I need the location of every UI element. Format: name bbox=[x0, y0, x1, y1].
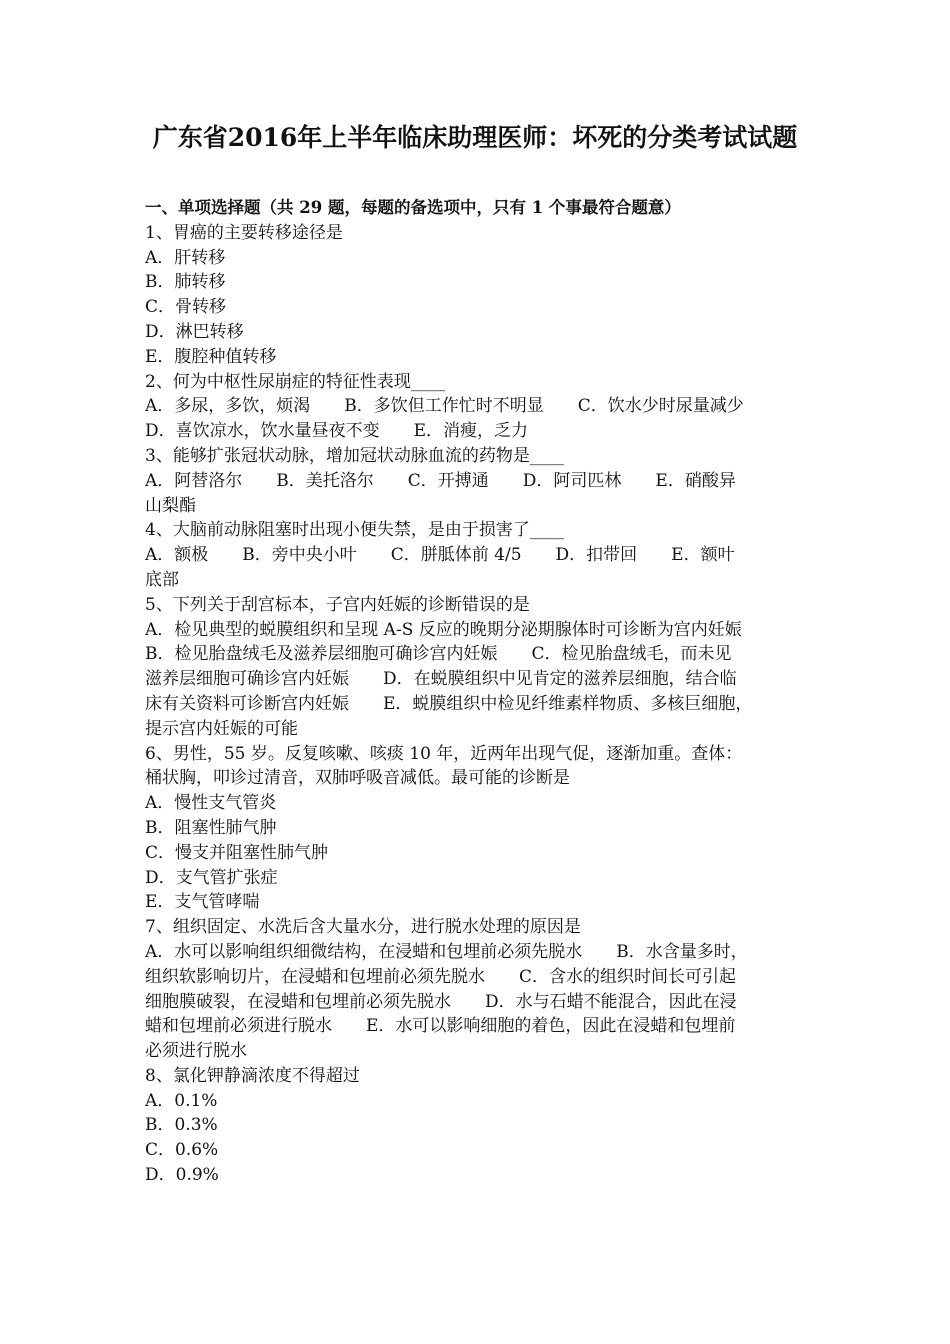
text-line: A．检见典型的蜕膜组织和呈现 A-S 反应的晚期分泌期腺体时可诊断为宫内妊娠 bbox=[145, 619, 742, 640]
text-line: A．额极 B．旁中央小叶 C．胼胝体前 4/5 D．扣带回 E．额叶 bbox=[145, 545, 735, 566]
text-line: 1、胃癌的主要转移途径是 bbox=[145, 222, 343, 243]
text-line: 7、组织固定、水洗后含大量水分，进行脱水处理的原因是 bbox=[145, 917, 581, 938]
text-line: 3、能够扩张冠状动脉，增加冠状动脉血流的药物是____ bbox=[145, 445, 564, 466]
text-line: D．0.9% bbox=[145, 1165, 219, 1186]
text-line: B．肺转移 bbox=[145, 272, 226, 293]
text-line: A．慢性支气管炎 bbox=[145, 793, 277, 814]
text-line: 2、何为中枢性尿崩症的特征性表现____ bbox=[145, 371, 445, 392]
text-line: 桶状胸，叩诊过清音，双肺呼吸音减低。最可能的诊断是 bbox=[145, 768, 570, 789]
text-line: 组织软影响切片，在浸蜡和包埋前必须先脱水 C．含水的组织时间长可引起 bbox=[145, 966, 737, 987]
text-line: 8、氯化钾静滴浓度不得超过 bbox=[145, 1065, 360, 1086]
text-line: 必须进行脱水 bbox=[145, 1041, 247, 1062]
text-line: A．0.1% bbox=[145, 1090, 218, 1111]
text-line: 提示宫内妊娠的可能 bbox=[145, 718, 298, 739]
text-line: D．淋巴转移 bbox=[145, 321, 244, 342]
text-line: 细胞膜破裂，在浸蜡和包埋前必须先脱水 D．水与石蜡不能混合，因此在浸 bbox=[145, 991, 737, 1012]
text-line: D．支气管扩张症 bbox=[145, 867, 278, 888]
text-line: A．水可以影响组织细微结构，在浸蜡和包埋前必须先脱水 B．水含量多时， bbox=[145, 941, 748, 962]
text-line: E．腹腔种值转移 bbox=[145, 346, 277, 367]
text-line: A．阿替洛尔 B．美托洛尔 C．开搏通 D．阿司匹林 E．硝酸异 bbox=[145, 470, 736, 491]
text-line: 5、下列关于刮宫标本，子宫内妊娠的诊断错误的是 bbox=[145, 594, 530, 615]
text-line: A．多尿，多饮，烦渴 B．多饮但工作忙时不明显 C．饮水少时尿量减少 bbox=[145, 396, 744, 417]
text-line: 床有关资料可诊断宫内妊娠 E．蜕膜组织中检见纤维素样物质、多核巨细胞， bbox=[145, 693, 753, 714]
text-line: B．检见胎盘绒毛及滋养层细胞可确诊宫内妊娠 C．检见胎盘绒毛，而未见 bbox=[145, 644, 732, 665]
text-line: 山梨酯 bbox=[145, 495, 196, 516]
document-title: 广东省2016年上半年临床助理医师：坏死的分类考试试题 bbox=[152, 123, 798, 152]
section-heading: 一、单项选择题（共 29 题，每题的备选项中，只有 1 个事最符合题意） bbox=[145, 198, 681, 217]
text-line: 4、大脑前动脉阻塞时出现小便失禁，是由于损害了____ bbox=[145, 520, 564, 541]
text-line: C．慢支并阻塞性肺气肿 bbox=[145, 842, 329, 863]
text-line: B．阻塞性肺气肿 bbox=[145, 817, 277, 838]
text-line: D．喜饮凉水，饮水量昼夜不变 E．消瘦，乏力 bbox=[145, 421, 529, 442]
text-line: 蜡和包埋前必须进行脱水 E．水可以影响细胞的着色，因此在浸蜡和包埋前 bbox=[145, 1016, 736, 1037]
text-line: B．0.3% bbox=[145, 1115, 218, 1136]
question-list bbox=[145, 221, 810, 1188]
text-line: 滋养层细胞可确诊宫内妊娠 D．在蜕膜组织中见肯定的滋养层细胞，结合临 bbox=[145, 669, 737, 690]
text-line: 6、男性，55 岁。反复咳嗽、咳痰 10 年，近两年出现气促，逐渐加重。查体： bbox=[145, 743, 743, 764]
text-line: E．支气管哮喘 bbox=[145, 892, 260, 913]
text-line: A．肝转移 bbox=[145, 247, 226, 268]
text-line: C．骨转移 bbox=[145, 297, 227, 318]
document-body bbox=[145, 196, 810, 1188]
text-line: 底部 bbox=[145, 569, 179, 590]
text-line: C．0.6% bbox=[145, 1140, 219, 1161]
